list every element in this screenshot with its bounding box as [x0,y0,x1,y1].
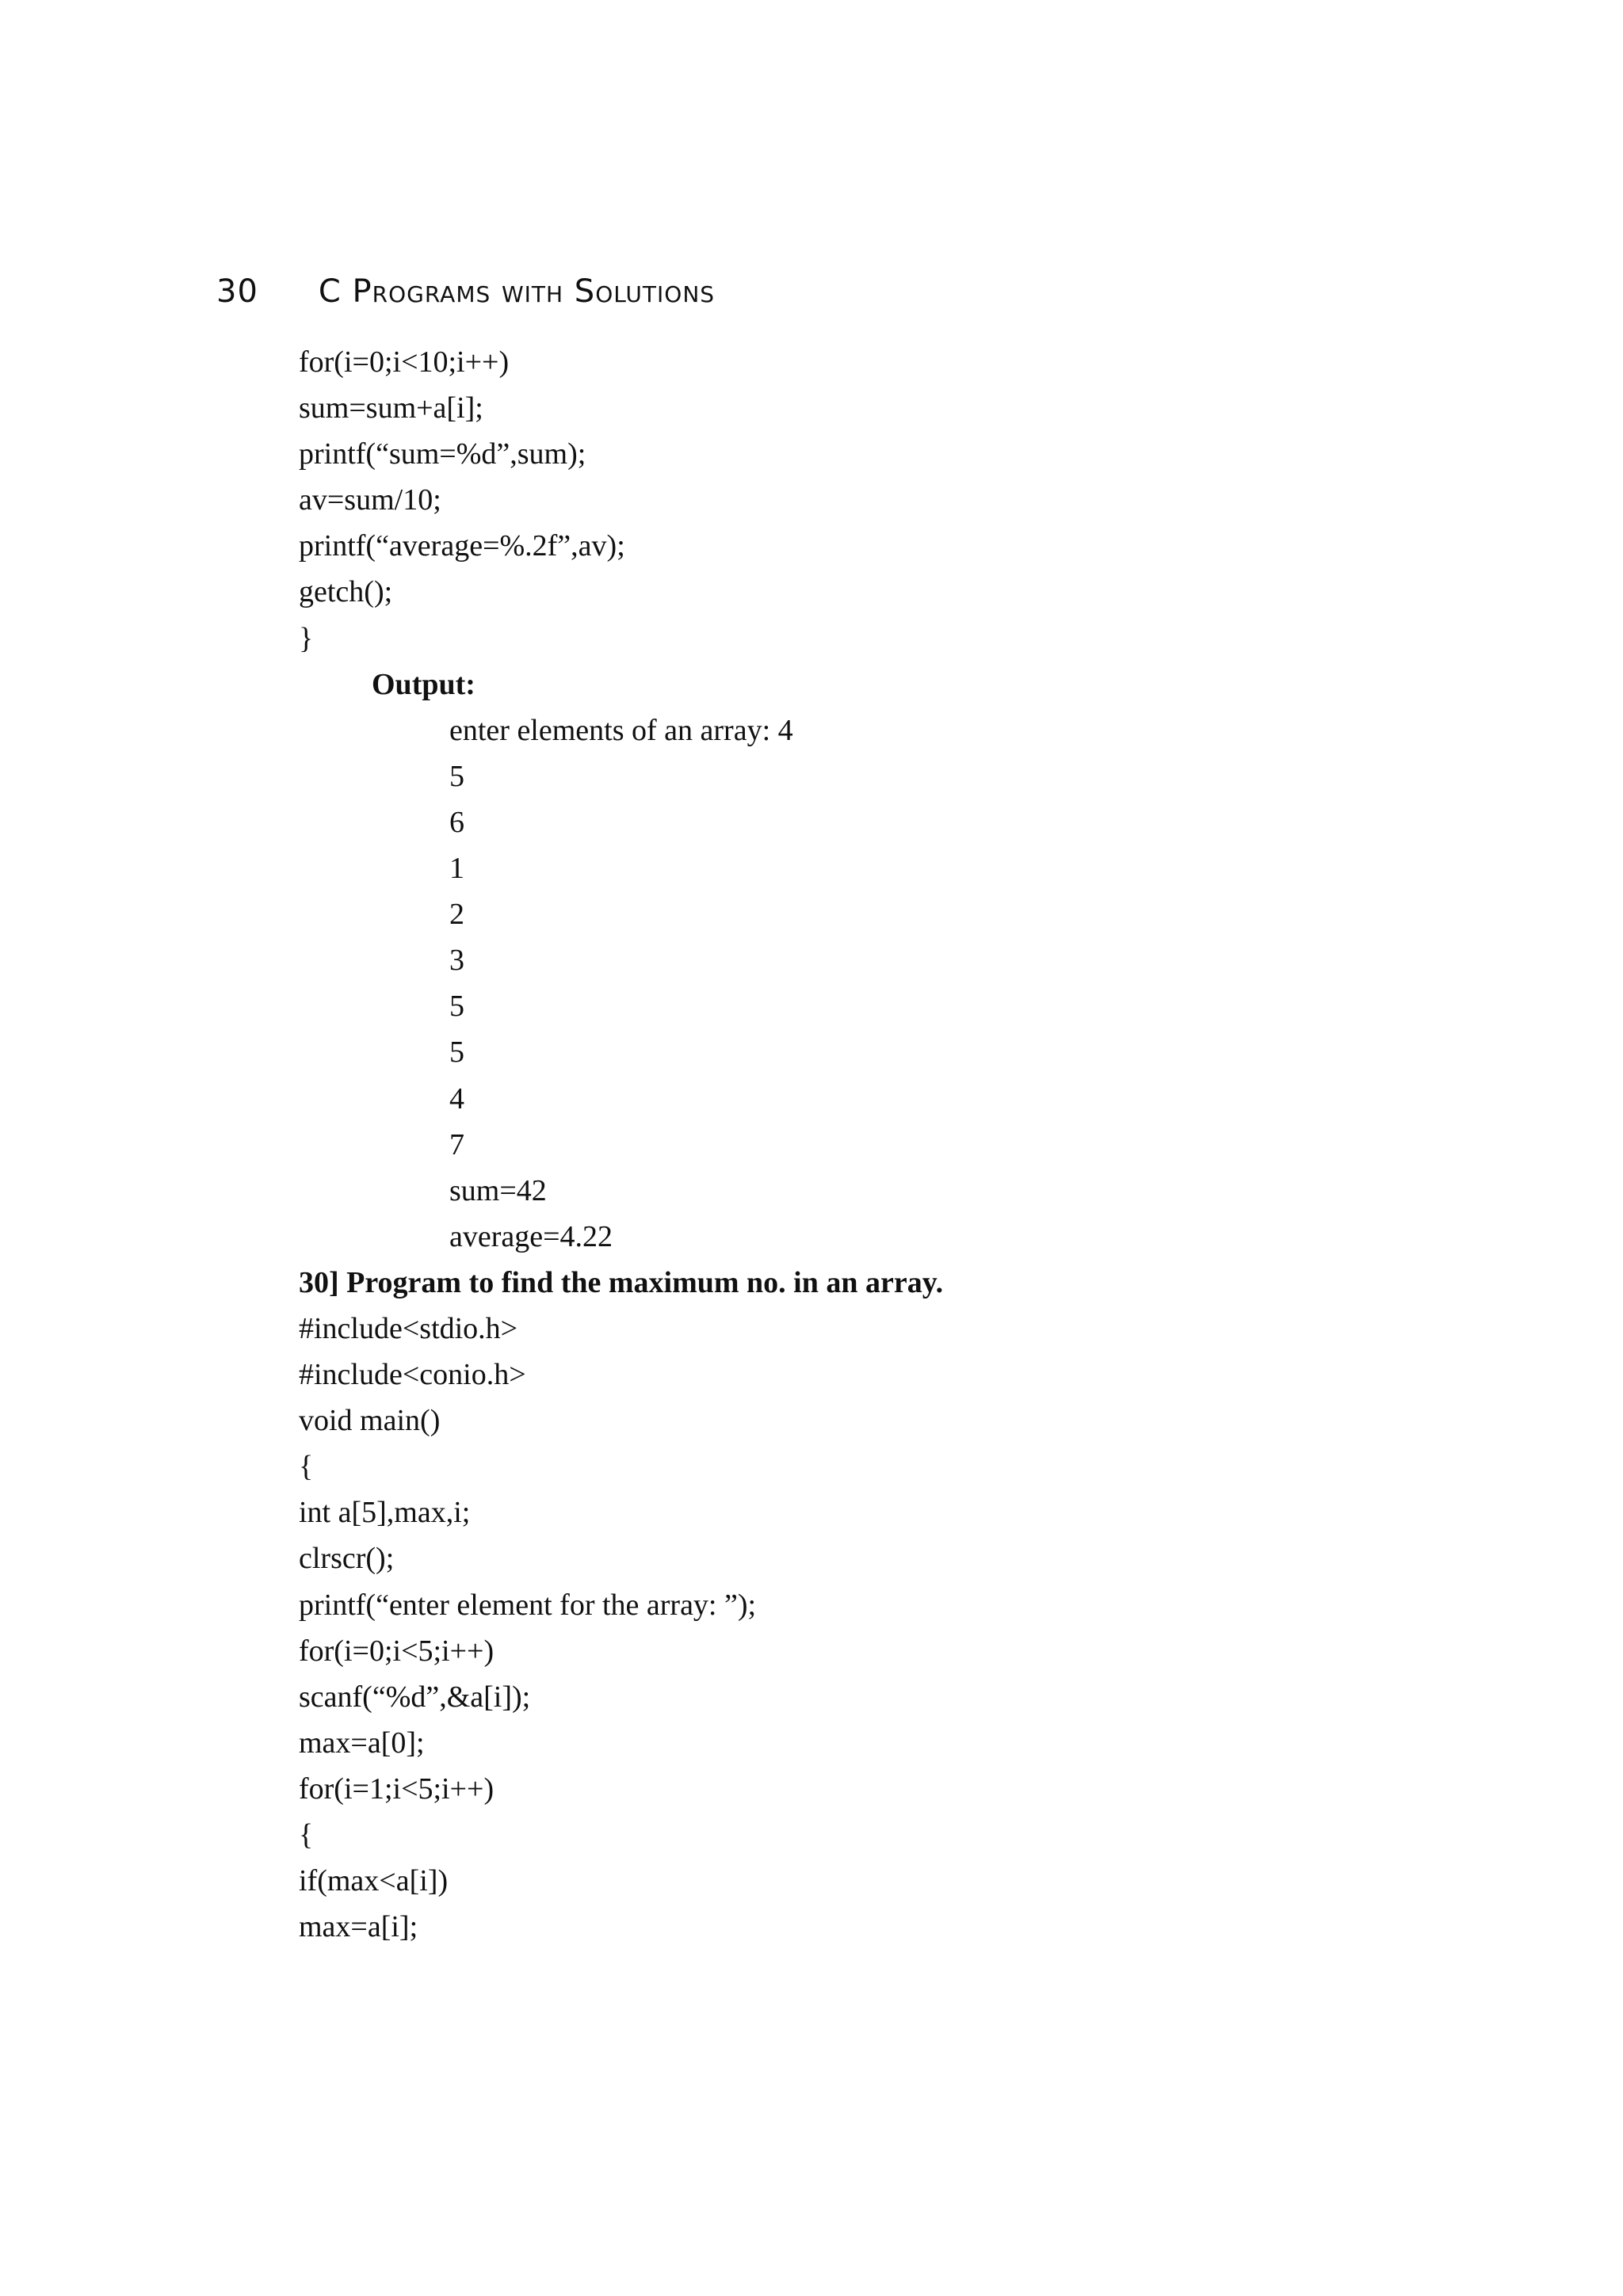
output-line: 5 [449,759,464,793]
output-label: Output: [372,667,475,701]
code-line: printf(“average=%.2f”,av); [299,529,625,563]
program-30-section [299,1260,1487,1950]
output-line: 3 [449,944,464,978]
code-block-continued [299,339,1487,662]
code-line: max=a[i]; [299,1910,418,1944]
output-line: 2 [449,898,464,932]
code-line: clrscr(); [299,1542,395,1576]
page-number: 30 [216,273,258,310]
code-line: void main() [299,1404,441,1438]
output-section [299,662,1487,1260]
code-line: for(i=0;i<10;i++) [299,345,510,379]
code-line: #include<conio.h> [299,1358,526,1392]
code-line: scanf(“%d”,&a[i]); [299,1680,531,1714]
running-title: C Programs with Solutions [318,273,716,310]
code-line: for(i=0;i<5;i++) [299,1634,495,1668]
output-line: enter elements of an array: 4 [449,713,793,747]
code-line: #include<stdio.h> [299,1311,518,1345]
output-line: 4 [449,1081,464,1116]
code-line: if(max<a[i]) [299,1864,449,1898]
code-line: } [299,621,314,655]
output-line: 6 [449,805,464,839]
code-line: printf(“enter element for the array: ”); [299,1588,757,1622]
output-line: average=4.22 [449,1219,613,1253]
output-line: 5 [449,1035,464,1070]
code-line: { [299,1818,314,1852]
page-body [299,339,1487,1950]
code-line: printf(“sum=%d”,sum); [299,437,586,471]
code-line: for(i=1;i<5;i++) [299,1772,495,1806]
output-line: sum=42 [449,1173,547,1207]
output-line: 1 [449,852,464,886]
output-line: 7 [449,1127,464,1161]
program-heading: 30] Program to find the maximum no. in an array. [299,1265,944,1299]
code-line: sum=sum+a[i]; [299,391,483,425]
code-line: int a[5],max,i; [299,1496,471,1530]
page-header [216,273,715,321]
code-line: av=sum/10; [299,483,441,517]
code-line: max=a[0]; [299,1726,425,1760]
code-line: { [299,1450,314,1484]
output-line: 5 [449,990,464,1024]
code-line: getch(); [299,575,393,609]
